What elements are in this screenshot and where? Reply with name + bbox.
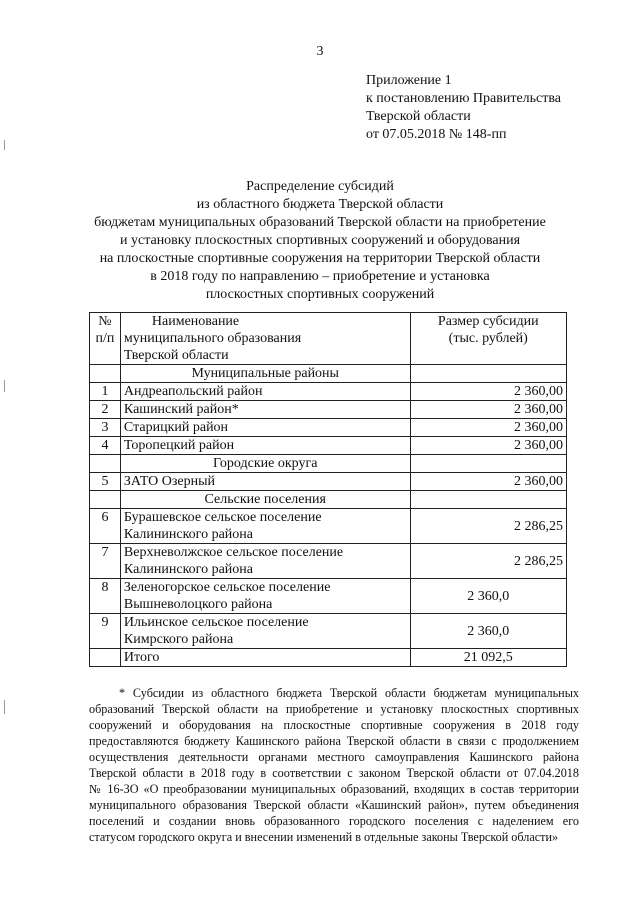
total-row — [90, 649, 567, 667]
title-line: бюджетам муниципальных образований Тверской области на приобретение — [94, 215, 546, 230]
table-row — [90, 614, 567, 649]
total-amount: 21 092,5 — [410, 649, 566, 667]
header-name-line: муниципального образования — [123, 331, 302, 346]
table-row — [90, 401, 567, 419]
header-name-line: Тверской области — [123, 348, 229, 363]
margin-binding-mark — [4, 140, 5, 150]
margin-binding-mark — [4, 700, 5, 714]
municipality-name — [120, 509, 410, 544]
title-line: Распределение субсидий — [246, 179, 394, 194]
table-row — [90, 473, 567, 491]
municipality-name — [120, 419, 410, 437]
total-num-cell — [90, 649, 121, 667]
municipality-name-line: ЗАТО Озерный — [123, 474, 216, 489]
section-amount-cell — [410, 491, 566, 509]
total-label: Итого — [120, 649, 410, 667]
header-num-line: № — [98, 314, 112, 329]
header-name — [120, 313, 410, 365]
appendix-line: Тверской области — [366, 109, 471, 124]
section-row — [90, 365, 567, 383]
row-number: 8 — [90, 579, 121, 614]
title-line: в 2018 году по направлению – приобретение и установка — [150, 269, 490, 284]
municipality-name-line: Кашинский район* — [123, 402, 239, 417]
header-name-line: Наименование — [151, 314, 240, 329]
row-number: 9 — [90, 614, 121, 649]
municipality-name-line: Торопецкий район — [123, 438, 235, 453]
municipality-name-line: Верхневолжское сельское поселение — [123, 545, 344, 560]
table-header-row — [90, 313, 567, 365]
municipality-name-line: Старицкий район — [123, 420, 229, 435]
section-title: Городские округа — [120, 455, 410, 473]
header-amount — [410, 313, 566, 365]
municipality-name — [120, 579, 410, 614]
footnote-line: сооружений и оборудования на плоскостные спортивные сооружения в 2018 году — [89, 718, 579, 732]
subsidy-table — [89, 312, 567, 667]
section-num-cell — [90, 365, 121, 383]
row-number: 2 — [90, 401, 121, 419]
section-num-cell — [90, 491, 121, 509]
municipality-name — [120, 401, 410, 419]
footnote-line: поселений и создании вновь образованного городского поселения с наделением его — [89, 814, 579, 828]
title-line: и установку плоскостных спортивных сооружений и оборудования — [119, 233, 521, 248]
municipality-name-line: Кимрского района — [123, 632, 234, 647]
municipality-name-line: Бурашевское сельское поселение — [123, 510, 322, 525]
table-row — [90, 579, 567, 614]
table-row — [90, 544, 567, 579]
municipality-name-line: Андреапольский район — [123, 384, 263, 399]
section-amount-cell — [410, 455, 566, 473]
municipality-name — [120, 437, 410, 455]
municipality-name-line: Зеленогорское сельское поселение — [123, 580, 331, 595]
footnote-line: осуществления деятельности органами местного самоуправления Кашинского района — [89, 750, 579, 764]
subsidy-amount: 2 360,00 — [410, 383, 566, 401]
footnote-line: муниципального образования Тверской области «Кашинский район», путем объединения — [89, 798, 579, 812]
municipality-name-line: Калининского района — [123, 562, 253, 577]
title-line: плоскостных спортивных сооружений — [205, 287, 435, 302]
header-amount-line: Размер субсидии — [437, 314, 539, 329]
municipality-name-line: Вышневолоцкого района — [123, 597, 273, 612]
table-body — [90, 365, 567, 667]
municipality-name-line: Калининского района — [123, 527, 253, 542]
municipality-name-line: Ильинское сельское поселение — [123, 615, 309, 630]
table-row — [90, 383, 567, 401]
municipality-name — [120, 614, 410, 649]
table-row — [90, 509, 567, 544]
subsidy-amount: 2 360,00 — [410, 401, 566, 419]
header-num — [90, 313, 121, 365]
section-title: Сельские поселения — [120, 491, 410, 509]
municipality-name — [120, 383, 410, 401]
footnote-line: * Субсидии из областного бюджета Тверской области бюджетам муниципальных — [119, 686, 579, 700]
appendix-line: Приложение 1 — [366, 73, 452, 88]
subsidy-amount: 2 360,00 — [410, 419, 566, 437]
document-title — [60, 178, 580, 304]
subsidy-amount: 2 286,25 — [410, 544, 566, 579]
section-num-cell — [90, 455, 121, 473]
row-number: 1 — [90, 383, 121, 401]
appendix-line: к постановлению Правительства — [366, 91, 562, 106]
footnote — [89, 685, 579, 845]
municipality-name — [120, 544, 410, 579]
margin-binding-mark — [4, 380, 5, 392]
header-num-line: п/п — [95, 331, 115, 346]
section-title: Муниципальные районы — [120, 365, 410, 383]
page-number: 3 — [316, 44, 324, 59]
table-row — [90, 437, 567, 455]
section-amount-cell — [410, 365, 566, 383]
row-number: 7 — [90, 544, 121, 579]
section-row — [90, 455, 567, 473]
header-amount-line: (тыс. рублей) — [448, 331, 528, 346]
row-number: 6 — [90, 509, 121, 544]
row-number: 4 — [90, 437, 121, 455]
section-row — [90, 491, 567, 509]
subsidy-amount: 2 360,00 — [410, 473, 566, 491]
title-line: на плоскостные спортивные сооружения на территории Тверской области — [99, 251, 541, 266]
row-number: 3 — [90, 419, 121, 437]
title-line: из областного бюджета Тверской области — [196, 197, 444, 212]
municipality-name — [120, 473, 410, 491]
footnote-line: образований Тверской области на приобретение и установку плоскостных спортивных — [89, 702, 579, 716]
appendix-line: от 07.05.2018 № 148-пп — [366, 127, 507, 142]
subsidy-amount: 2 286,25 — [410, 509, 566, 544]
subsidy-amount: 2 360,0 — [410, 579, 566, 614]
appendix-header — [366, 72, 561, 144]
subsidy-amount: 2 360,00 — [410, 437, 566, 455]
footnote-line: предоставляются бюджету Кашинского района Тверской области в связи с продолжением — [89, 734, 579, 748]
table-row — [90, 419, 567, 437]
subsidy-amount: 2 360,0 — [410, 614, 566, 649]
footnote-line: статусом городского округа и внесении изменений в отдельные законы Тверской области» — [89, 830, 559, 844]
footnote-line: № 16-ЗО «О преобразовании муниципальных образований, входящих в состав территории — [89, 782, 579, 796]
row-number: 5 — [90, 473, 121, 491]
footnote-line: Тверской области в 2018 году в соответствии с законом Тверской области от 07.04.2018 — [89, 766, 579, 780]
